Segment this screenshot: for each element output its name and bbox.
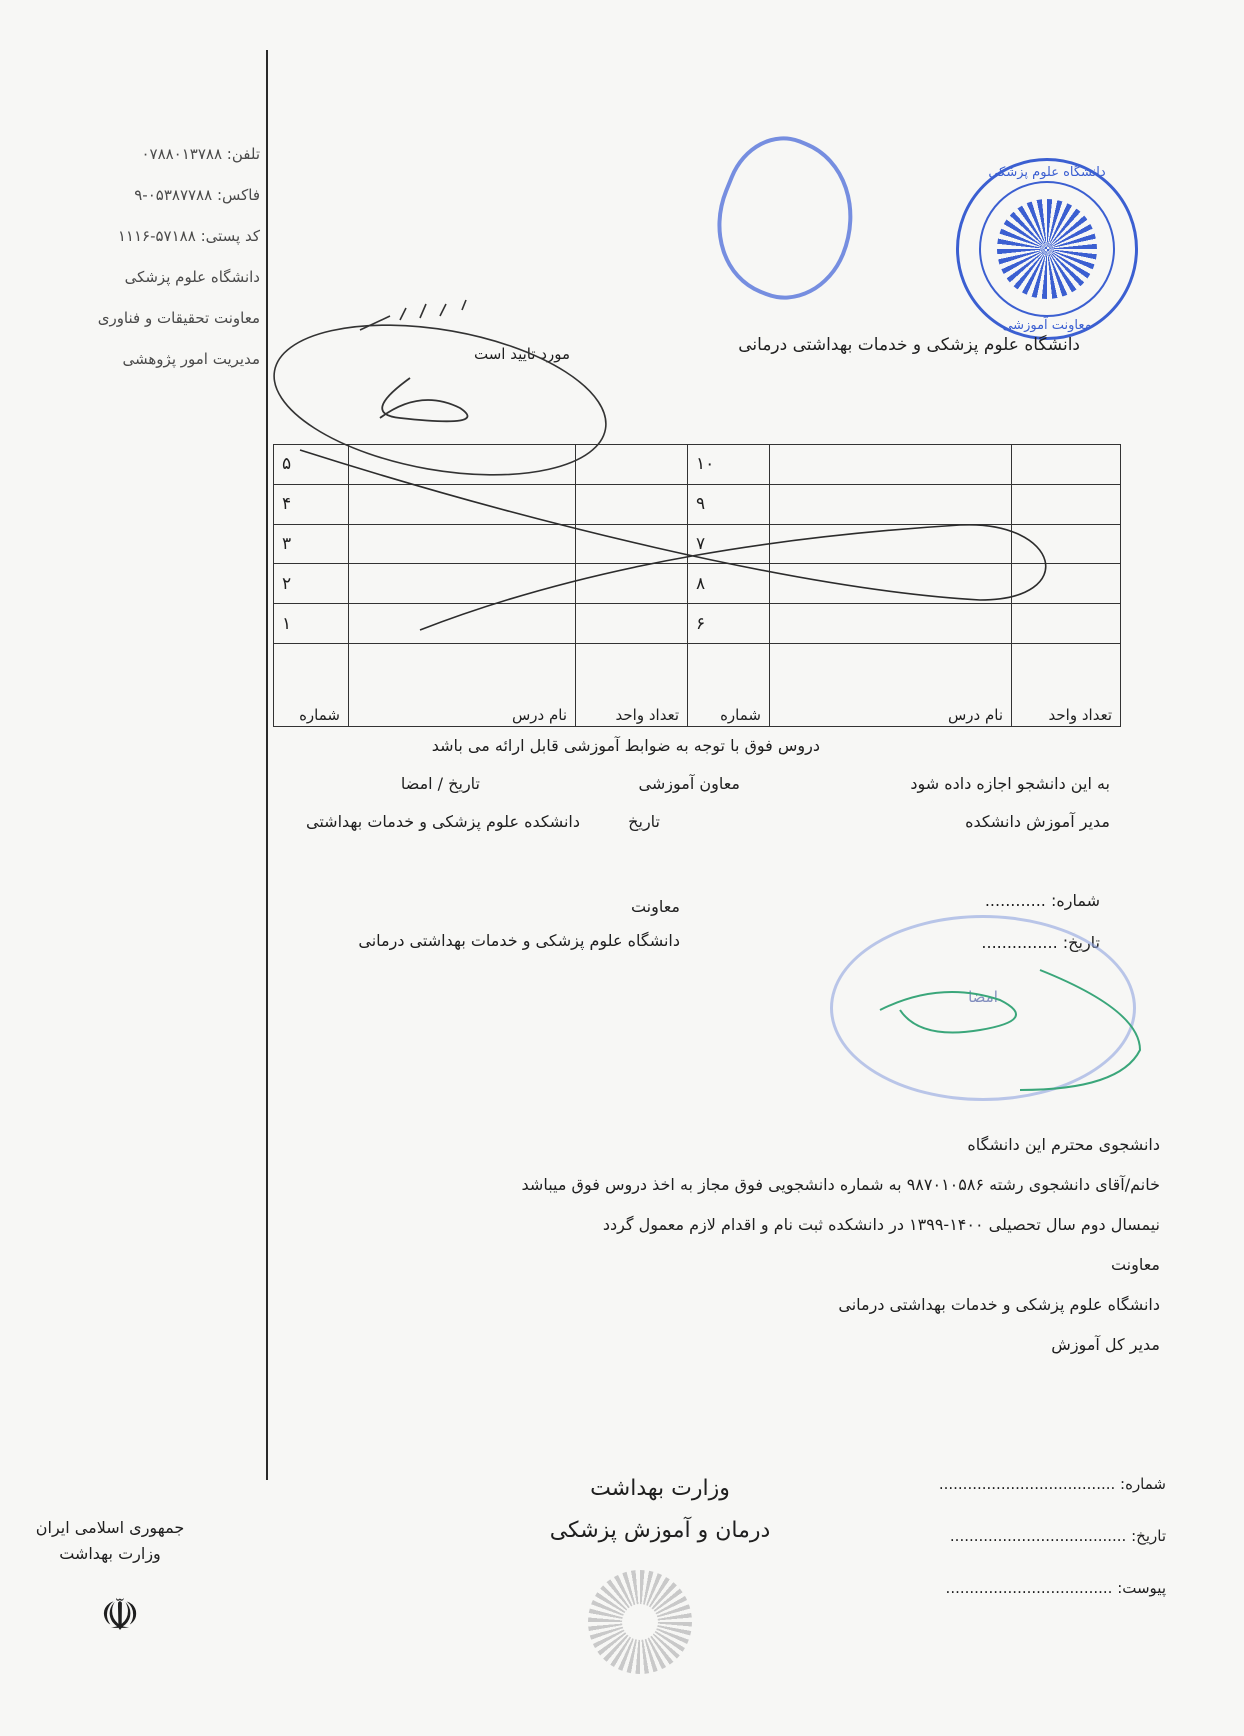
ministry-header	[20, 1515, 200, 1567]
table-cell: ۱۰	[688, 445, 770, 485]
sun-logo-icon	[588, 1570, 692, 1674]
table-cell	[770, 564, 1012, 604]
table-header-cell: نام درس	[349, 644, 576, 727]
footer-title-line: درمان و آموزش پزشکی	[549, 1518, 771, 1543]
table-cell: ۴	[274, 484, 349, 524]
signature-block	[280, 890, 680, 958]
oval-stamp-text: امضا	[968, 988, 998, 1006]
table-cell: ۶	[688, 604, 770, 644]
approval-text-left: تاریخ / امضا	[400, 774, 480, 793]
signature-org: دانشگاه علوم پزشکی و خدمات بهداشتی درمانی	[358, 931, 680, 950]
approval-text-right: به این دانشجو اجازه داده شود	[910, 774, 1110, 793]
table-header-cell: نام درس	[770, 644, 1012, 727]
table-cell	[576, 564, 688, 604]
table-row	[274, 564, 1121, 604]
table-cell: ۳	[274, 524, 349, 564]
sidebar-line: تلفن: ۰۷۸۸۰۱۳۷۸۸	[141, 145, 260, 163]
table-cell	[770, 445, 1012, 485]
footer-date-field: تاریخ: .....................................	[949, 1527, 1166, 1545]
sidebar-line: کد پستی: ۵۷۱۸۸-۱۱۱۶	[117, 227, 260, 245]
director-text-right: مدیر آموزش دانشکده	[965, 812, 1110, 831]
stamp-text-bottom: معاونت آموزشی	[1002, 318, 1092, 333]
sidebar-line: مدیریت امور پژوهشی	[122, 350, 260, 368]
table-cell	[1012, 445, 1121, 485]
sidebar-line: دانشگاه علوم پزشکی	[124, 268, 260, 286]
director-text-middle: تاریخ	[628, 812, 660, 831]
table-cell	[576, 604, 688, 644]
table-row	[274, 484, 1121, 524]
sidebar-contact-info	[28, 134, 260, 380]
ministry-line: وزارت بهداشت	[59, 1544, 161, 1563]
footer-number-field: شماره: .....................................	[938, 1475, 1166, 1493]
sidebar-line: فاکس: ۰۵۳۸۷۷۸۸-۹	[134, 186, 260, 204]
table-cell: ۷	[688, 524, 770, 564]
section2-line: معاونت	[1110, 1255, 1160, 1274]
oval-stamp	[830, 915, 1136, 1101]
footer-title-line: وزارت بهداشت	[590, 1476, 730, 1501]
round-stamp	[956, 158, 1138, 340]
table-cell	[1012, 484, 1121, 524]
table-header-cell: تعداد واحد	[576, 644, 688, 727]
margin-divider	[266, 50, 268, 1480]
table-header-cell: شماره	[274, 644, 349, 727]
number-field: شماره: ............	[984, 891, 1100, 910]
table-cell	[576, 484, 688, 524]
table-cell: ۹	[688, 484, 770, 524]
second-section	[280, 1125, 1160, 1365]
table-cell	[1012, 564, 1121, 604]
table-header-cell: شماره	[688, 644, 770, 727]
table-row	[274, 445, 1121, 485]
courses-note: دروس فوق با توجه به ضوابط آموزشی قابل ارائه می باشد	[431, 736, 820, 755]
table-cell	[349, 604, 576, 644]
section2-line: نیمسال دوم سال تحصیلی ۱۴۰۰-۱۳۹۹ در دانشکده ثبت نام و اقدام لازم معمول گردد	[602, 1215, 1160, 1234]
table-header-row	[274, 644, 1121, 727]
footer-fields	[910, 1458, 1166, 1614]
signature-scribble	[380, 378, 468, 421]
handwritten-date-strokes	[360, 300, 466, 330]
table-cell	[576, 445, 688, 485]
section2-intro: دانشجوی محترم این دانشگاه	[967, 1135, 1160, 1154]
iran-emblem-icon: ☫	[100, 1590, 140, 1641]
table-cell	[576, 524, 688, 564]
table-cell	[349, 524, 576, 564]
table-cell	[1012, 604, 1121, 644]
courses-table	[273, 444, 1121, 727]
section2-line: مدیر کل آموزش	[1051, 1335, 1160, 1354]
section2-line: دانشگاه علوم پزشکی و خدمات بهداشتی درمانی	[838, 1295, 1160, 1314]
sidebar-line: معاونت تحقیقات و فناوری	[97, 309, 260, 327]
table-cell: ۲	[274, 564, 349, 604]
stamp-text-top: دانشگاه علوم پزشکی	[988, 165, 1106, 180]
table-cell	[770, 524, 1012, 564]
approval-note: مورد تایید است	[473, 345, 570, 363]
table-cell: ۸	[688, 564, 770, 604]
table-cell: ۱	[274, 604, 349, 644]
table-header-cell: تعداد واحد	[1012, 644, 1121, 727]
stamp-sun-emblem	[997, 199, 1097, 299]
footer-ministry-title	[540, 1468, 780, 1552]
approval-text-middle: معاون آموزشی	[638, 774, 740, 793]
date-field: تاریخ: ...............	[981, 933, 1100, 952]
issuer-title: دانشگاه علوم پزشکی و خدمات بهداشتی درمانی	[738, 335, 1080, 355]
signature-title: معاونت	[630, 897, 680, 916]
table-cell	[349, 564, 576, 604]
ink-stamp-blob	[693, 120, 878, 317]
table-cell	[349, 484, 576, 524]
table-row	[274, 524, 1121, 564]
table-row	[274, 604, 1121, 644]
table-cell	[1012, 524, 1121, 564]
table-cell	[770, 604, 1012, 644]
section2-line: خانم/آقای دانشجوی رشته ۹۸۷۰۱۰۵۸۶ به شماره دانشجویی فوق مجاز به اخذ دروس فوق میباشد	[521, 1175, 1160, 1194]
ministry-line: جمهوری اسلامی ایران	[35, 1518, 185, 1537]
director-text-left: دانشکده علوم پزشکی و خدمات بهداشتی	[306, 812, 580, 831]
table-cell	[770, 484, 1012, 524]
table-cell: ۵	[274, 445, 349, 485]
footer-attachment-field: پیوست: ...................................	[945, 1579, 1166, 1597]
table-cell	[349, 445, 576, 485]
